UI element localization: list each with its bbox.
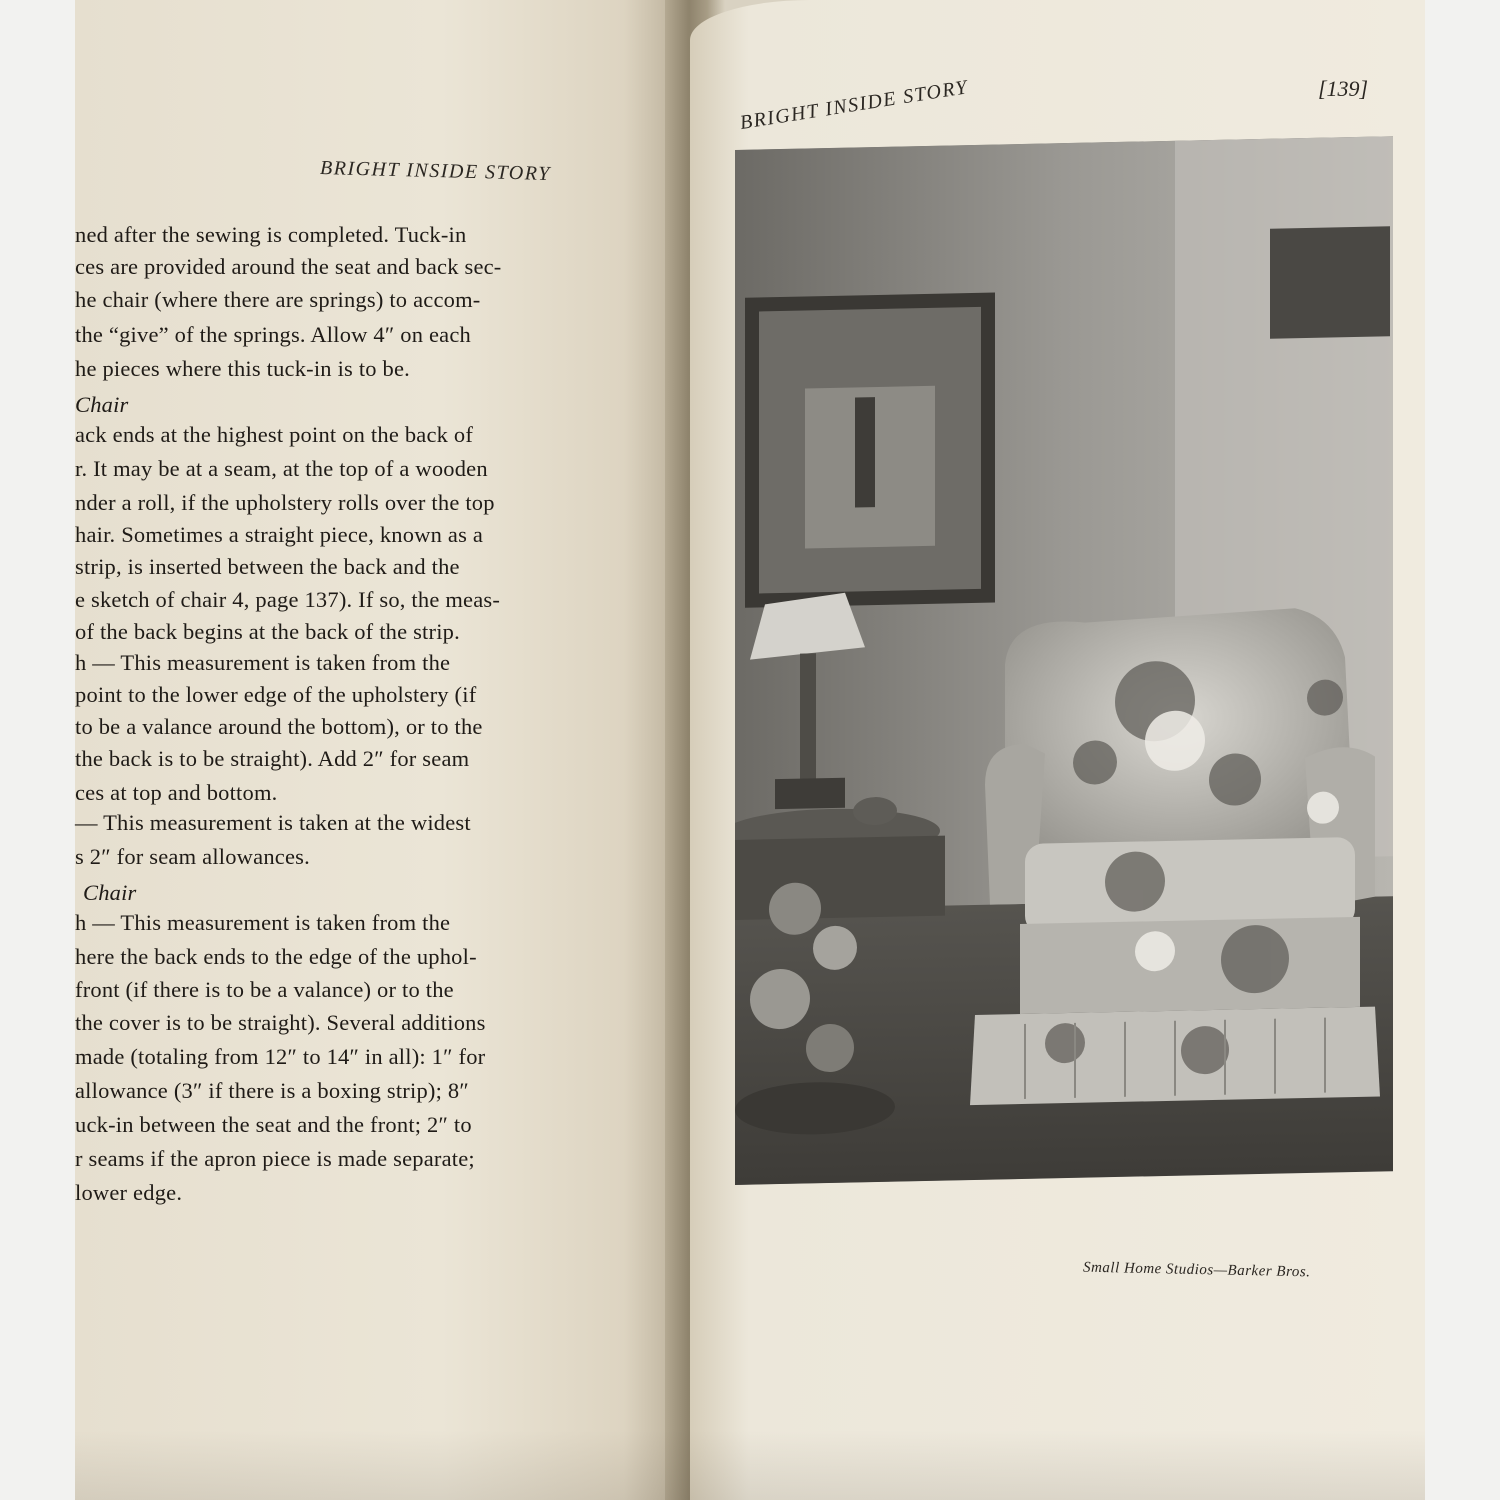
text-line: hair. Sometimes a straight piece, known as a [75,522,484,547]
text-line: to be a valance around the bottom), or to the [75,714,483,739]
text-line: — This measurement is taken at the widest [75,810,471,835]
armchair-photo-illustration [735,136,1393,1185]
text-line: front (if there is to be a valance) or to the [75,977,454,1002]
text-line: he pieces where this tuck-in is to be. [75,356,411,381]
text-line: h — This measurement is taken from the [75,650,451,675]
text-line: ned after the sewing is completed. Tuck-in [75,222,467,247]
armchair-photograph [735,136,1393,1185]
text-line: of the back begins at the back of the strip. [75,619,460,644]
text-line: uck-in between the seat and the front; 2″ to [75,1112,472,1137]
page-number: [139] [1318,76,1369,101]
photo-credit-caption: Small Home Studios—Barker Bros. [1082,1259,1311,1281]
section-heading: Chair [83,880,137,905]
text-line: e sketch of chair 4, page 137). If so, the meas- [75,587,501,612]
page-shadow [75,1430,1425,1500]
text-line: point to the lower edge of the upholstery (if [75,682,477,707]
text-line: ack ends at the highest point on the back of [75,422,474,447]
text-line: the back is to be straight). Add 2″ for seam [75,746,470,771]
text-line: s 2″ for seam allowances. [75,844,310,869]
text-line: ces are provided around the seat and back sec- [75,254,502,279]
text-line: r. It may be at a seam, at the top of a wooden [75,456,488,481]
text-line: the “give” of the springs. Allow 4″ on each [75,322,471,347]
left-running-header: BRIGHT INSIDE STORY [319,156,552,186]
section-heading: Chair [75,392,129,417]
text-line: nder a roll, if the upholstery rolls over the top [75,490,495,515]
text-line: r seams if the apron piece is made separate; [75,1146,475,1171]
text-line: lower edge. [75,1180,183,1205]
right-running-header: BRIGHT INSIDE STORY [738,76,970,135]
text-line: here the back ends to the edge of the uphol- [75,944,477,969]
text-line: the cover is to be straight). Several additions [75,1010,486,1035]
text-line: allowance (3″ if there is a boxing strip); 8″ [75,1078,469,1103]
text-line: h — This measurement is taken from the [75,910,451,935]
text-line: ces at top and bottom. [75,780,278,805]
text-line: strip, is inserted between the back and the [75,554,460,579]
text-line: made (totaling from 12″ to 14″ in all): 1″ for [75,1044,486,1069]
text-line: he chair (where there are springs) to accom- [75,287,481,312]
